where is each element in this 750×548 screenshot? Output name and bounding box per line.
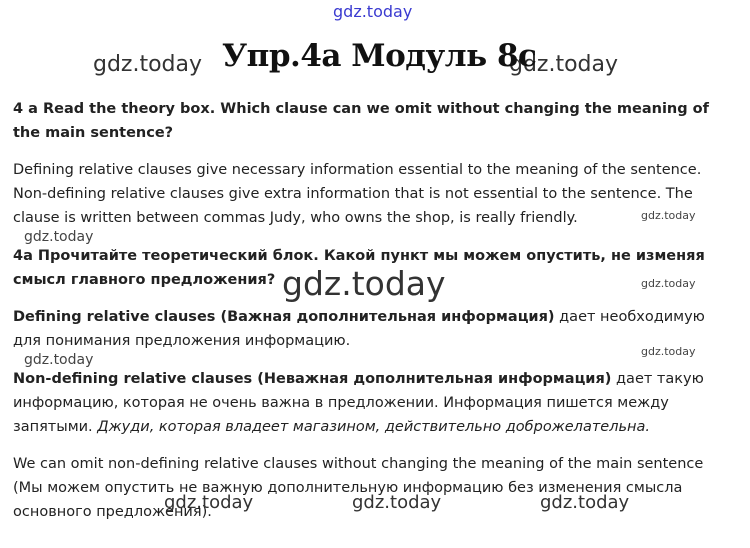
watermark-small-3: gdz.today	[641, 345, 696, 358]
watermark-title-right: gdz.today	[509, 52, 619, 77]
watermark-small-2: gdz.today	[641, 277, 696, 290]
question-russian: 4a Прочитайте теоретический блок. Какой пункт мы можем опустить, не изменяя смысл главного предложения?	[13, 248, 705, 288]
watermark-left-1: gdz.today	[24, 229, 94, 245]
non-defining-term: Non-defining relative clauses (Неважная дополнительная информация)	[13, 371, 612, 387]
non-defining-text: дает такую информацию, которая не очень важна в предложении. Информация пишется между запятыми.	[13, 371, 704, 435]
non-defining-example: Джуди, которая владеет магазином, действительно доброжелательна.	[97, 419, 650, 435]
watermark-left-2: gdz.today	[24, 352, 94, 368]
watermark-top: gdz.today	[333, 2, 413, 21]
non-defining-paragraph	[13, 367, 733, 439]
defining-paragraph	[13, 305, 733, 353]
page-title: Упр.4а Модуль 8с	[222, 38, 537, 74]
question-english: 4 a Read the theory box. Which clause can we omit without changing the meaning of the main sentence?	[13, 101, 709, 141]
watermark-center: gdz.today	[282, 264, 446, 303]
watermark-bottom-2: gdz.today	[352, 492, 442, 513]
watermark-title-left: gdz.today	[93, 52, 203, 77]
defining-term: Defining relative clauses (Важная дополнительная информация)	[13, 309, 555, 325]
answer-paragraph: We can omit non-defining relative clauses without changing the meaning of the main sentence (Мы можем опустить не важную дополнительную информацию без изменения смысла основного предложения).	[13, 456, 704, 520]
watermark-small-1: gdz.today	[641, 209, 696, 222]
defining-text: дает необходимую для понимания предложения информацию.	[13, 309, 705, 349]
theory-english: Defining relative clauses give necessary information essential to the meaning of the sentence. Non-defining relative clauses give extra information that is not essential to the sentence. The clause is written between commas Judy, who owns the shop, is really friendly.	[13, 162, 702, 226]
watermark-bottom-1: gdz.today	[164, 492, 254, 513]
watermark-bottom-3: gdz.today	[540, 492, 630, 513]
